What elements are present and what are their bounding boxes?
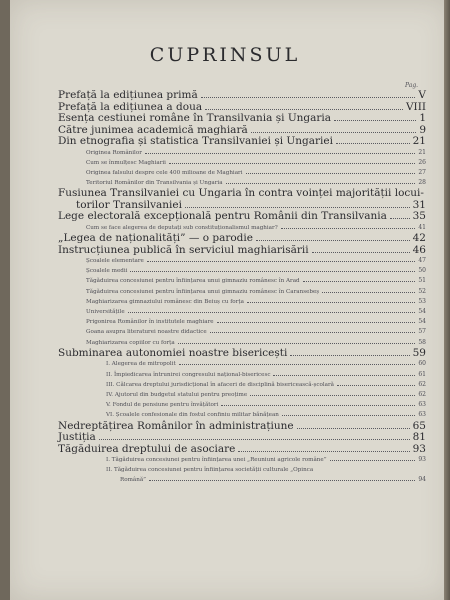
- toc-entry-page: V: [418, 89, 426, 101]
- toc-entry: [58, 317, 426, 327]
- toc-entry: [58, 475, 426, 485]
- toc-entry-page: 62: [418, 390, 426, 398]
- toc-entry-title: Originea falsului despre cele 400 milioane de Maghiari: [86, 169, 243, 176]
- toc-entry-title: Către junimea academică maghiară: [58, 123, 248, 136]
- toc-entry-page: 63: [418, 411, 426, 419]
- toc-entry-title: Justiția: [58, 431, 96, 444]
- dot-leader: [273, 375, 415, 376]
- toc-entry-title: V. Fondul de pensiune pentru învățători: [106, 402, 219, 409]
- toc-entry-title: Prefață la edițiunea primă: [58, 89, 198, 101]
- toc-entry: [58, 276, 426, 286]
- dot-leader: [281, 228, 416, 229]
- toc-entry-page: 58: [418, 338, 426, 346]
- dot-leader: [179, 364, 416, 365]
- toc-entry-title: Lege electorală excepțională pentru Românii din Transilvania: [58, 210, 387, 223]
- toc-entry-title: II. Tăgăduirea concesiunei pentru înființarea societății culturale „Opinca: [106, 467, 314, 474]
- dot-leader: [149, 480, 415, 481]
- dot-leader: [330, 460, 416, 461]
- toc-entry-title: Maghiarizarea gimnaziului românesc din Beiuș cu forța: [86, 298, 244, 305]
- toc-entry-title: Originea Românilor: [86, 149, 142, 156]
- toc-entry: [58, 348, 426, 360]
- toc-entry-page: 59: [412, 346, 426, 359]
- toc-entry: [58, 256, 426, 266]
- toc-entry-title: Cum se face alegerea de deputați sub constituționalismul maghiar?: [86, 224, 278, 231]
- toc-entry-title: VI. Școalele confesionale din fostul confiniu militar bănățean: [106, 412, 279, 419]
- toc-entry: [58, 148, 426, 158]
- toc-entry-page: 93: [418, 456, 426, 464]
- toc-entry-page: 1: [419, 112, 426, 124]
- toc-entry-title: I. Tăgăduirea concesiunei pentru înființarea unei „Reuniuni agricole române”: [106, 457, 327, 464]
- toc-entry: [58, 421, 426, 433]
- toc-entry-page: 47: [418, 257, 426, 265]
- dot-leader: [185, 207, 410, 208]
- toc-entry-page: 9: [419, 123, 426, 136]
- toc-entry-title: Prefață la edițiunea a doua: [58, 100, 203, 113]
- dot-leader: [99, 439, 410, 440]
- toc-entry-page: 53: [418, 297, 426, 305]
- toc-entry-title: II. Împiedicarea întrunirei congresului național-bisericesc: [106, 371, 271, 378]
- dot-leader: [322, 292, 415, 293]
- toc-entry-title: Goana asupra literaturei noastre didactice: [86, 329, 207, 336]
- page-title: CUPRINSUL: [149, 44, 301, 66]
- toc-entry-page: 65: [412, 419, 426, 432]
- toc-entry: [58, 158, 426, 168]
- toc-entry-title: Tăgăduirea concesiunei pentru înființarea unui gimnaziu românesc în Caransebeș: [86, 288, 320, 295]
- toc-entry-title: Esența cestiunei române în Transilvania și Ungaria: [58, 112, 332, 124]
- dot-leader: [201, 97, 416, 98]
- dot-leader: [217, 322, 416, 323]
- page-column-label: Pag.: [405, 82, 419, 89]
- toc-entry: [58, 266, 426, 276]
- toc-entry: [58, 136, 426, 148]
- toc-entry-title: IV. Ajutorul din budgetul statului pentru preoțime: [106, 391, 248, 398]
- dot-leader: [247, 302, 415, 303]
- dot-leader: [169, 163, 415, 164]
- dot-leader: [210, 332, 416, 333]
- toc-entry-page: 21: [418, 148, 426, 156]
- toc-entry-title: III. Călcarea dreptului jurisdicțional în afaceri de disciplină bisericească-școlară: [106, 381, 335, 388]
- dot-leader: [246, 173, 416, 174]
- toc-entry: [58, 327, 426, 337]
- toc-entry: [58, 168, 426, 178]
- toc-entry-title: Școalele elementare: [86, 258, 144, 265]
- toc-entry: [58, 432, 426, 444]
- toc-entry-title: „Legea de naționalități” — o parodie: [58, 232, 253, 245]
- toc-entry-title: Maghiarizarea copiilor cu forța: [86, 339, 175, 346]
- toc-entry-page: 94: [418, 476, 426, 484]
- dot-leader: [250, 395, 415, 396]
- toc-entry-page: 41: [418, 223, 426, 231]
- toc-entry-page: 54: [418, 308, 426, 316]
- toc-entry-title: I. Alegerea de mitropolit: [106, 361, 176, 368]
- toc-entry-page: 28: [418, 179, 426, 187]
- dot-leader: [282, 415, 415, 416]
- book-page: [10, 0, 450, 600]
- toc-entry: [58, 390, 426, 400]
- dot-leader: [312, 252, 410, 253]
- dot-leader: [128, 312, 416, 313]
- toc-entry: [58, 233, 426, 245]
- dot-leader: [238, 451, 409, 452]
- page-edge: [444, 0, 450, 600]
- dot-leader: [251, 132, 417, 133]
- toc-entry-title: Română”: [120, 477, 147, 484]
- toc-entry: [58, 90, 426, 102]
- toc-entry-page: 62: [418, 380, 426, 388]
- toc-entry-title: Cum se înmulțesc Maghiarii: [86, 159, 166, 166]
- toc-entry: [58, 297, 426, 307]
- toc-entry-page: 61: [418, 370, 426, 378]
- toc-entry-page: VIII: [405, 100, 426, 113]
- toc-entry-title: Fusiunea Transilvaniei cu Ungaria în contra voinței majorității locui-: [58, 187, 424, 200]
- toc-entry: [58, 465, 426, 475]
- toc-entry-title: Școalele medii: [86, 268, 128, 275]
- toc-entry-title: Tăgăduirea concesiunei pentru înființarea unui gimnaziu românesc în Arad: [86, 278, 300, 285]
- dot-leader: [336, 143, 410, 144]
- dot-leader: [297, 428, 410, 429]
- toc-entry-title: Teritoriul Românilor din Transilvania și Ungaria: [86, 180, 223, 187]
- toc-entry: [58, 380, 426, 390]
- dot-leader: [226, 183, 416, 184]
- toc-entry-page: 42: [412, 232, 426, 245]
- toc-entry-page: 50: [418, 267, 426, 275]
- toc-entry: [58, 444, 426, 456]
- toc-entry-title: Din etnografia și statistica Transilvaniei și Ungariei: [58, 135, 333, 147]
- toc-entry-title: Subminarea autonomiei noastre bisericești: [58, 346, 288, 359]
- toc-entry-page: 63: [418, 401, 426, 409]
- toc-entry-page: 27: [418, 168, 426, 176]
- dot-leader: [221, 405, 415, 406]
- toc-entry-page: 21: [412, 135, 426, 147]
- toc-entry-page: 93: [412, 442, 426, 455]
- dot-leader: [303, 281, 416, 282]
- toc-entry-page: 54: [418, 318, 426, 326]
- dot-leader: [205, 109, 403, 110]
- toc-entry: [58, 287, 426, 297]
- toc-entry: [58, 455, 426, 465]
- dot-leader: [147, 261, 416, 262]
- toc-entry-title: Universitățile: [86, 309, 125, 316]
- toc-entry: [58, 359, 426, 369]
- toc-entry-page: 51: [418, 277, 426, 285]
- toc-entry-page: 35: [412, 210, 426, 223]
- toc-entry: [58, 370, 426, 380]
- toc-entry-page: 60: [418, 360, 426, 368]
- table-of-contents: [58, 90, 426, 486]
- dot-leader: [334, 120, 416, 121]
- toc-entry: [58, 400, 426, 410]
- dot-leader: [130, 271, 415, 272]
- toc-entry-title: Prigonirea Românilor în institutele maghiare: [86, 319, 214, 326]
- toc-entry: [58, 113, 426, 125]
- dot-leader: [145, 153, 415, 154]
- toc-entry-page: 46: [412, 243, 426, 256]
- toc-entry: [58, 211, 426, 223]
- toc-entry-title: Nedreptățirea Românilor în administrațiune: [58, 419, 294, 432]
- toc-entry-page: 57: [418, 328, 426, 336]
- dot-leader: [337, 385, 415, 386]
- toc-entry-title: Tăgăduirea dreptului de asociare: [58, 442, 236, 455]
- toc-entry-page: 26: [418, 158, 426, 166]
- toc-entry-page: 52: [418, 287, 426, 295]
- toc-entry-title: Instrucțiunea publică în serviciul maghiarisării: [58, 243, 309, 256]
- dot-leader: [390, 218, 410, 219]
- dot-leader: [290, 355, 409, 356]
- dot-leader: [256, 240, 410, 241]
- toc-entry: [58, 245, 426, 257]
- toc-entry-title: torilor Transilvaniei: [76, 198, 182, 211]
- toc-entry-page: 31: [412, 198, 426, 211]
- toc-entry: [58, 307, 426, 317]
- toc-entry-page: 81: [412, 431, 426, 444]
- dot-leader: [178, 343, 416, 344]
